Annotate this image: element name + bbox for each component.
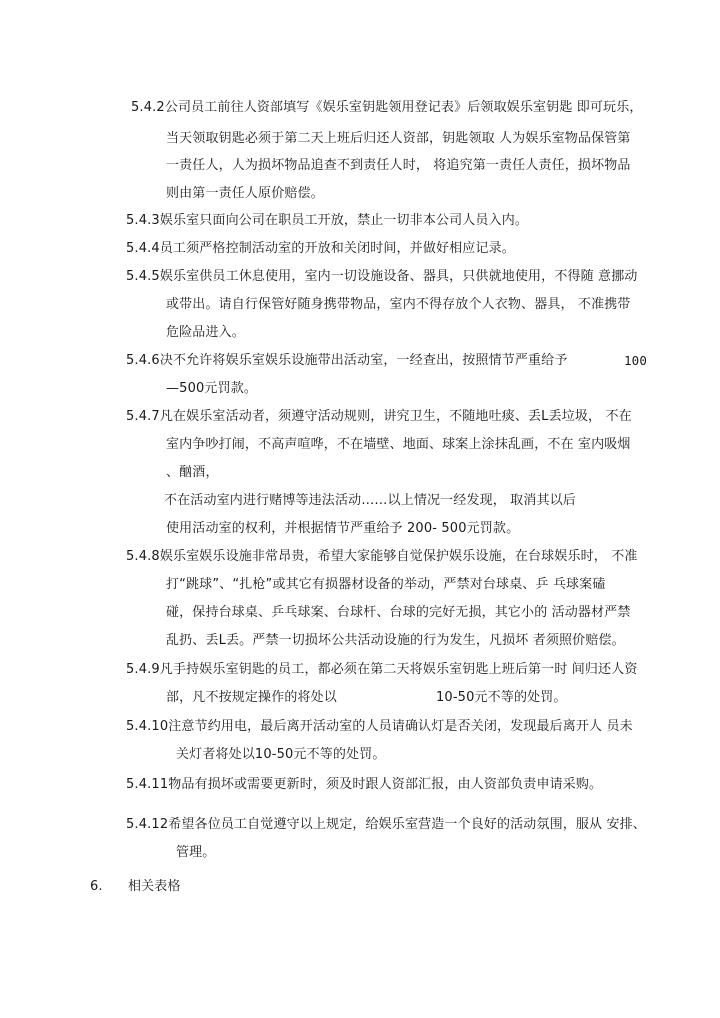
para-5-4-10-line-1: 5.4.10注意节约用电，最后离开活动室的人员请确认灯是否关闭，发现最后离开人 员未 bbox=[126, 719, 633, 734]
para-5-4-5-line-2: 或带出。请自行保管好随身携带物品，室内不得存放个人衣物、器具， 不准携带 bbox=[166, 297, 631, 312]
para-5-4-7-line-2: 室内争吵打闹，不高声喧哗，不在墙壁、地面、球案上涂抹乱画，不在 室内吸烟 bbox=[166, 437, 631, 452]
para-5-4-8-line-1: 5.4.8娱乐室娱乐设施非常昂贵，希望大家能够自觉保护娱乐设施，在台球娱乐时， 不准 bbox=[126, 549, 638, 564]
para-5-4-2-line-1: 5.4.2公司员工前往人资部填写《娱乐室钥匙领用登记表》后领取娱乐室钥匙 即可玩乐， bbox=[131, 100, 643, 115]
para-5-4-11-line-1: 5.4.11物品有损坏或需要更新时，须及时跟人资部汇报，由人资部负责申请采购。 bbox=[126, 777, 603, 792]
para-5-4-3-line-1: 5.4.3娱乐室只面向公司在职员工开放，禁止一切非本公司人员入内。 bbox=[126, 213, 529, 228]
para-5-4-7-line-3: 、酗酒， bbox=[166, 465, 219, 480]
para-5-4-4-line-1: 5.4.4员工须严格控制活动室的开放和关闭时间，并做好相应记录。 bbox=[126, 241, 515, 256]
para-5-4-6-amount: 100 bbox=[624, 353, 648, 368]
para-5-4-6-line-1: 5.4.6决不允许将娱乐室娱乐设施带出活动室，一经查出，按照情节严重给予 bbox=[126, 353, 568, 368]
para-5-4-9-penalty: 10-50元不等的处罚。 bbox=[436, 690, 567, 705]
para-5-4-9-line-2: 部，凡不按规定操作的将处以 bbox=[166, 690, 337, 705]
para-5-4-9-line-1: 5.4.9凡手持娱乐室钥匙的员工，都必须在第二天将娱乐室钥匙上班后第一时 间归还人资 bbox=[126, 662, 638, 677]
para-5-4-8-line-3: 碰，保持台球桌、乒乓球案、台球杆、台球的完好无损，其它小的 活动器材严禁 bbox=[166, 605, 631, 620]
para-5-4-7-line-5: 使用活动室的权利，并根据情节严重给予 200- 500元罚款。 bbox=[166, 521, 520, 536]
para-5-4-6-line-2: —500元罚款。 bbox=[166, 381, 258, 396]
para-5-4-2-line-4: 则由第一责任人原价赔偿。 bbox=[166, 186, 324, 201]
para-5-4-12-line-1: 5.4.12希望各位员工自觉遵守以上规定，给娱乐室营造一个良好的活动氛围，服从 安排、 bbox=[126, 817, 646, 832]
para-5-4-5-line-3: 危险品进入。 bbox=[166, 325, 245, 340]
para-5-4-8-line-2: 打“跳球”、“扎枪”或其它有损器材设备的举动，严禁对台球桌、乒 乓球案磕 bbox=[166, 577, 606, 592]
para-5-4-5-line-1: 5.4.5娱乐室供员工休息使用，室内一切设施设备、器具，只供就地使用，不得随 意挪动 bbox=[126, 269, 638, 284]
para-5-4-8-line-4: 乱扔、丢L丢。严禁一切损坏公共活动设施的行为发生，凡损坏 者须照价赔偿。 bbox=[166, 633, 625, 648]
para-5-4-2-line-3: 一责任人，人为损坏物品追查不到责任人时， 将追究第一责任人责任，损坏物品 bbox=[166, 158, 631, 173]
section-6-title: 相关表格 bbox=[128, 879, 181, 894]
section-6-number: 6. bbox=[90, 879, 103, 894]
para-5-4-7-line-4: 不在活动室内进行赌博等违法活动……以上情况一经发现， 取消其以后 bbox=[164, 493, 576, 508]
para-5-4-12-line-2: 管理。 bbox=[176, 845, 216, 860]
para-5-4-2-line-2: 当天领取钥匙必须于第二天上班后归还人资部，钥匙领取 人为娱乐室物品保管第 bbox=[166, 131, 631, 146]
para-5-4-7-line-1: 5.4.7凡在娱乐室活动者，须遵守活动规则，讲究卫生，不随地吐痰、丢L丢垃圾， 不在 bbox=[126, 409, 632, 424]
para-5-4-10-line-2: 关灯者将处以10-50元不等的处罚。 bbox=[176, 747, 386, 762]
